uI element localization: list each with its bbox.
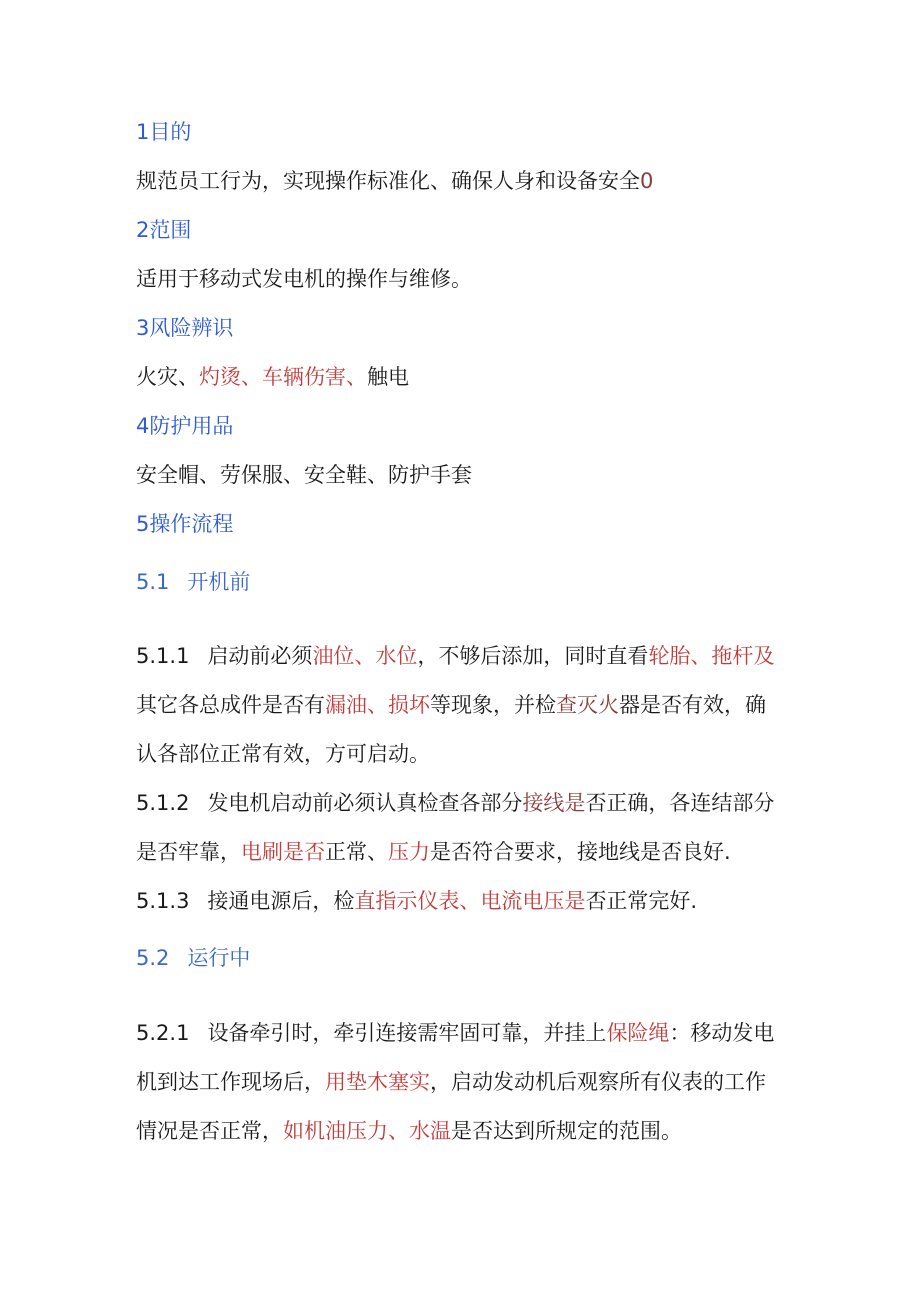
para-5-1-1-line-3: 认各部位正常有效，方可启动。 [136,742,430,766]
text-run: 是否达到所规定的范围。 [451,1119,682,1143]
section-3-body [136,353,796,402]
section-4-title: 4防护用品 [136,414,234,438]
subsection-5-2-label: 运行中 [187,946,251,970]
highlight-run: 电刷是否 [241,840,325,864]
section-1-body [136,157,796,206]
subsection-5-2-number: 5.2 [136,946,170,970]
text-run: 是否牢靠， [136,840,241,864]
para-5-1-2-line-1 [136,779,796,828]
para-5-1-1-line-2 [136,681,796,730]
text-run: 器是否有效，确 [619,693,766,717]
text-run: ，启动发动机后观察所有仪表的工作 [430,1070,766,1094]
text-run: 正常、 [325,840,388,864]
para-5-1-2-number: 5.1.2 [136,791,190,815]
section-2-body: 适用于移动式发电机的操作与维修。 [136,267,472,291]
highlight-run: 用垫木塞实 [325,1070,430,1094]
highlight-run: 轮胎、拖杆及 [648,644,775,668]
para-5-1-1-line-1 [136,632,796,681]
subsection-5-1-label: 开机前 [187,570,251,594]
text-run: 其它各总成件是否有 [136,693,325,717]
highlight-run: 查灭火 [556,693,619,717]
para-5-2-1-line-3 [136,1107,796,1156]
risk-fire: 火灾、 [136,365,199,389]
section-4-body: 安全帽、劳保服、安全鞋、防护手套 [136,463,472,487]
highlight-run: 油位、水位 [312,644,418,668]
text-run: 设备牵引时，牵引连接需牢固可靠，并挂上 [207,1021,607,1045]
highlight-run: 接线是 [522,791,586,815]
subsection-5-1-title [136,558,796,607]
para-5-2-1-number: 5.2.1 [136,1021,190,1045]
text-run: 接通电源后，检 [207,889,355,913]
subsection-5-1-number: 5.1 [136,570,170,594]
text-run: 是否符合要求，接地线是否良好. [430,840,731,864]
para-5-1-1-number: 5.1.1 [136,644,190,668]
text-run: 发电机启动前必须认真检查各部分 [207,791,523,815]
section-5-title: 5操作流程 [136,512,234,536]
text-run: 否正确，各连结部分 [585,791,775,815]
text-run: ，不够后添加，同时直看 [417,644,649,668]
para-5-2-1-line-1 [136,1009,796,1058]
text-run: 启动前必须 [207,644,313,668]
highlight-run: 保险绳 [606,1021,670,1045]
highlight-run: 如机油压力、水温 [283,1119,451,1143]
highlight-run: 直指示仪表、 [354,889,481,913]
section-1-text: 规范员工行为，实现操作标准化、确保人身和设备安全 [136,169,640,193]
para-5-1-2-line-2 [136,828,796,877]
section-3-title: 3风险辨识 [136,316,234,340]
para-5-1-3-line-1 [136,877,796,926]
highlight-run: 电流电压是 [480,889,586,913]
highlight-run: 压力 [388,840,430,864]
section-1-suffix: 0 [640,169,654,193]
para-5-1-3-number: 5.1.3 [136,889,190,913]
risk-electric: 触电 [367,365,409,389]
text-run: 情况是否正常， [136,1119,283,1143]
highlight-run: 漏油、损坏 [325,693,430,717]
text-run: 等现象，并检 [430,693,556,717]
subsection-5-2-title [136,934,796,983]
risk-highlighted: 灼烫、车辆伤害、 [199,365,367,389]
text-run: ：移动发电 [669,1021,775,1045]
section-1-title: 1目的 [136,120,192,144]
para-5-2-1-line-2 [136,1058,796,1107]
section-2-title: 2范围 [136,218,192,242]
text-run: 机到达工作现场后， [136,1070,325,1094]
text-run: 否正常完好. [585,889,698,913]
